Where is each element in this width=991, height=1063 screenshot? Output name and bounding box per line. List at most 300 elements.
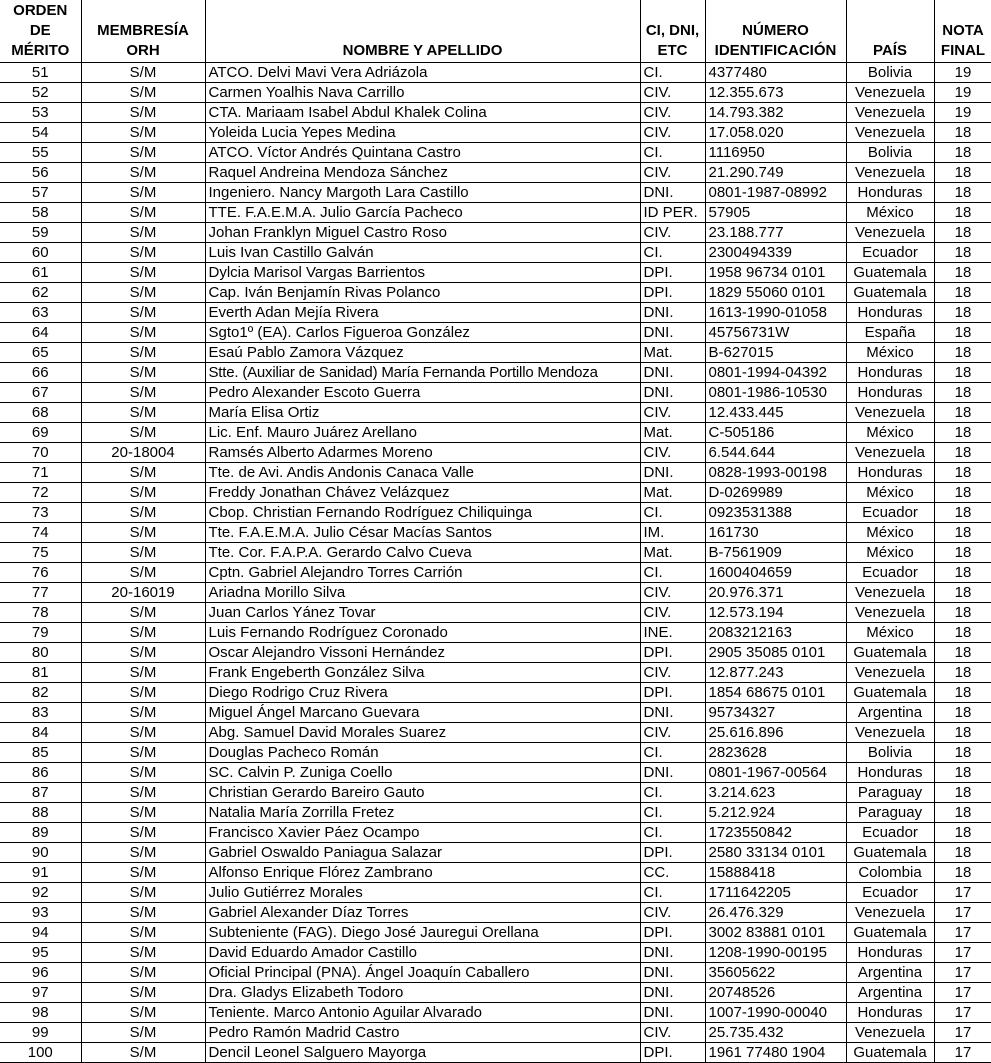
cell-membresia-orh: S/M	[81, 943, 205, 963]
cell-tipo-documento: Mat.	[640, 343, 705, 363]
cell-nota-final: 18	[934, 703, 991, 723]
header-numero-line-2: IDENTIFICACIÓN	[714, 42, 837, 59]
cell-nombre-apellido: Everth Adan Mejía Rivera	[205, 303, 640, 323]
cell-membresia-orh: S/M	[81, 863, 205, 883]
header-pais: PAÍS	[846, 0, 934, 63]
header-orden-line-1: ORDEN	[13, 2, 68, 19]
header-nota-line-1: NOTA	[942, 22, 984, 39]
cell-pais: Venezuela	[846, 443, 934, 463]
table-row	[0, 1003, 991, 1023]
cell-tipo-documento: CI.	[640, 783, 705, 803]
table-row	[0, 363, 991, 383]
header-orden-line-3: MÉRITO	[11, 42, 70, 59]
header-doc-line-1: CI, DNI,	[645, 22, 700, 39]
cell-membresia-orh: S/M	[81, 103, 205, 123]
cell-nota-final: 18	[934, 143, 991, 163]
cell-pais: México	[846, 543, 934, 563]
cell-numero-identificacion: 95734327	[705, 703, 846, 723]
cell-orden-merito: 66	[0, 363, 81, 383]
cell-tipo-documento: CIV.	[640, 223, 705, 243]
table-row	[0, 703, 991, 723]
cell-tipo-documento: CIV.	[640, 443, 705, 463]
table-row	[0, 923, 991, 943]
cell-tipo-documento: CI.	[640, 803, 705, 823]
cell-nota-final: 17	[934, 963, 991, 983]
cell-nombre-apellido: ATCO. Víctor Andrés Quintana Castro	[205, 143, 640, 163]
cell-membresia-orh: S/M	[81, 623, 205, 643]
table-header	[0, 0, 991, 63]
cell-pais: México	[846, 523, 934, 543]
cell-nombre-apellido: SC. Calvin P. Zuniga Coello	[205, 763, 640, 783]
cell-numero-identificacion: 35605622	[705, 963, 846, 983]
cell-pais: México	[846, 423, 934, 443]
cell-numero-identificacion: 3.214.623	[705, 783, 846, 803]
cell-pais: Venezuela	[846, 1023, 934, 1043]
cell-nota-final: 19	[934, 63, 991, 83]
cell-membresia-orh: S/M	[81, 223, 205, 243]
cell-orden-merito: 98	[0, 1003, 81, 1023]
cell-membresia-orh: S/M	[81, 63, 205, 83]
cell-pais: Venezuela	[846, 723, 934, 743]
cell-orden-merito: 100	[0, 1043, 81, 1063]
table-row	[0, 123, 991, 143]
cell-nota-final: 18	[934, 563, 991, 583]
cell-pais: Honduras	[846, 1003, 934, 1023]
cell-nota-final: 17	[934, 943, 991, 963]
table-row	[0, 103, 991, 123]
cell-nota-final: 18	[934, 683, 991, 703]
cell-pais: Colombia	[846, 863, 934, 883]
table-row	[0, 383, 991, 403]
table-row	[0, 583, 991, 603]
cell-nota-final: 19	[934, 103, 991, 123]
cell-numero-identificacion: 3002 83881 0101	[705, 923, 846, 943]
cell-pais: Argentina	[846, 703, 934, 723]
header-orden-line-2: DE	[29, 22, 51, 39]
cell-numero-identificacion: 1007-1990-00040	[705, 1003, 846, 1023]
cell-nombre-apellido: Oficial Principal (PNA). Ángel Joaquín Caballero	[205, 963, 640, 983]
cell-pais: México	[846, 483, 934, 503]
cell-nota-final: 18	[934, 783, 991, 803]
cell-nombre-apellido: Sgto1º (EA). Carlos Figueroa González	[205, 323, 640, 343]
cell-pais: Honduras	[846, 363, 934, 383]
table-row	[0, 203, 991, 223]
cell-nombre-apellido: Subteniente (FAG). Diego José Jauregui Orellana	[205, 923, 640, 943]
cell-orden-merito: 57	[0, 183, 81, 203]
cell-pais: Ecuador	[846, 563, 934, 583]
cell-membresia-orh: S/M	[81, 1023, 205, 1043]
cell-numero-identificacion: 1600404659	[705, 563, 846, 583]
cell-numero-identificacion: D-0269989	[705, 483, 846, 503]
cell-nota-final: 18	[934, 623, 991, 643]
cell-numero-identificacion: 2580 33134 0101	[705, 843, 846, 863]
cell-tipo-documento: DPI.	[640, 263, 705, 283]
table-row	[0, 303, 991, 323]
cell-pais: Venezuela	[846, 123, 934, 143]
cell-orden-merito: 51	[0, 63, 81, 83]
cell-pais: Ecuador	[846, 823, 934, 843]
cell-orden-merito: 59	[0, 223, 81, 243]
cell-nombre-apellido: Yoleida Lucia Yepes Medina	[205, 123, 640, 143]
cell-numero-identificacion: 2300494339	[705, 243, 846, 263]
cell-membresia-orh: S/M	[81, 823, 205, 843]
cell-pais: Argentina	[846, 983, 934, 1003]
cell-nombre-apellido: Alfonso Enrique Flórez Zambrano	[205, 863, 640, 883]
cell-membresia-orh: S/M	[81, 123, 205, 143]
cell-orden-merito: 84	[0, 723, 81, 743]
cell-nota-final: 18	[934, 223, 991, 243]
cell-tipo-documento: DNI.	[640, 943, 705, 963]
cell-pais: Honduras	[846, 463, 934, 483]
cell-orden-merito: 74	[0, 523, 81, 543]
cell-numero-identificacion: 0923531388	[705, 503, 846, 523]
cell-numero-identificacion: 6.544.644	[705, 443, 846, 463]
header-membresia-line-1: MEMBRESÍA	[97, 22, 189, 39]
cell-membresia-orh: S/M	[81, 263, 205, 283]
cell-pais: Venezuela	[846, 83, 934, 103]
table-row	[0, 623, 991, 643]
cell-tipo-documento: Mat.	[640, 543, 705, 563]
cell-orden-merito: 83	[0, 703, 81, 723]
cell-tipo-documento: CIV.	[640, 1023, 705, 1043]
cell-nombre-apellido: Ariadna Morillo Silva	[205, 583, 640, 603]
table-row	[0, 943, 991, 963]
cell-orden-merito: 69	[0, 423, 81, 443]
cell-nota-final: 17	[934, 923, 991, 943]
cell-pais: Ecuador	[846, 503, 934, 523]
cell-tipo-documento: CIV.	[640, 583, 705, 603]
cell-nombre-apellido: Teniente. Marco Antonio Aguilar Alvarado	[205, 1003, 640, 1023]
cell-pais: Paraguay	[846, 803, 934, 823]
cell-tipo-documento: CI.	[640, 143, 705, 163]
cell-tipo-documento: CI.	[640, 503, 705, 523]
table-row	[0, 423, 991, 443]
cell-nombre-apellido: Oscar Alejandro Vissoni Hernández	[205, 643, 640, 663]
cell-nombre-apellido: CTA. Mariaam Isabel Abdul Khalek Colina	[205, 103, 640, 123]
cell-tipo-documento: DPI.	[640, 643, 705, 663]
cell-numero-identificacion: 1961 77480 1904	[705, 1043, 846, 1063]
cell-tipo-documento: CIV.	[640, 163, 705, 183]
cell-orden-merito: 52	[0, 83, 81, 103]
cell-tipo-documento: DPI.	[640, 283, 705, 303]
table-row	[0, 763, 991, 783]
cell-nombre-apellido: Pedro Alexander Escoto Guerra	[205, 383, 640, 403]
cell-membresia-orh: S/M	[81, 1003, 205, 1023]
cell-pais: Venezuela	[846, 583, 934, 603]
table-row	[0, 783, 991, 803]
cell-numero-identificacion: 4377480	[705, 63, 846, 83]
cell-orden-merito: 72	[0, 483, 81, 503]
cell-orden-merito: 86	[0, 763, 81, 783]
cell-numero-identificacion: 12.877.243	[705, 663, 846, 683]
cell-nota-final: 18	[934, 343, 991, 363]
cell-orden-merito: 53	[0, 103, 81, 123]
cell-numero-identificacion: 2823628	[705, 743, 846, 763]
cell-numero-identificacion: 12.573.194	[705, 603, 846, 623]
cell-nombre-apellido: Johan Franklyn Miguel Castro Roso	[205, 223, 640, 243]
cell-orden-merito: 80	[0, 643, 81, 663]
cell-numero-identificacion: 25.735.432	[705, 1023, 846, 1043]
cell-membresia-orh: S/M	[81, 763, 205, 783]
cell-numero-identificacion: B-627015	[705, 343, 846, 363]
table-row	[0, 163, 991, 183]
cell-membresia-orh: S/M	[81, 783, 205, 803]
table-row	[0, 283, 991, 303]
cell-nota-final: 18	[934, 303, 991, 323]
cell-nota-final: 18	[934, 863, 991, 883]
cell-nota-final: 18	[934, 383, 991, 403]
table-body	[0, 63, 991, 1063]
cell-membresia-orh: S/M	[81, 323, 205, 343]
cell-numero-identificacion: 45756731W	[705, 323, 846, 343]
cell-nota-final: 18	[934, 203, 991, 223]
cell-numero-identificacion: 12.355.673	[705, 83, 846, 103]
cell-nombre-apellido: Raquel Andreina Mendoza Sánchez	[205, 163, 640, 183]
cell-numero-identificacion: 14.793.382	[705, 103, 846, 123]
table-row	[0, 903, 991, 923]
cell-pais: Guatemala	[846, 283, 934, 303]
cell-nombre-apellido: Francisco Xavier Páez Ocampo	[205, 823, 640, 843]
cell-membresia-orh: S/M	[81, 703, 205, 723]
header-nota-line-2: FINAL	[940, 42, 986, 59]
cell-pais: México	[846, 343, 934, 363]
cell-membresia-orh: S/M	[81, 463, 205, 483]
header-numero-line-1: NÚMERO	[742, 22, 809, 39]
table-row	[0, 663, 991, 683]
cell-orden-merito: 89	[0, 823, 81, 843]
cell-pais: Venezuela	[846, 223, 934, 243]
cell-orden-merito: 77	[0, 583, 81, 603]
header-numero-identificacion	[705, 0, 846, 63]
cell-nombre-apellido: ATCO. Delvi Mavi Vera Adriázola	[205, 63, 640, 83]
cell-nombre-apellido: Dencil Leonel Salguero Mayorga	[205, 1043, 640, 1063]
cell-tipo-documento: Mat.	[640, 483, 705, 503]
cell-numero-identificacion: 0801-1986-10530	[705, 383, 846, 403]
cell-pais: Venezuela	[846, 603, 934, 623]
cell-tipo-documento: DNI.	[640, 1003, 705, 1023]
cell-tipo-documento: CI.	[640, 823, 705, 843]
cell-pais: Honduras	[846, 183, 934, 203]
cell-orden-merito: 88	[0, 803, 81, 823]
cell-membresia-orh: S/M	[81, 203, 205, 223]
table-row	[0, 983, 991, 1003]
cell-nombre-apellido: Tte. Cor. F.A.P.A. Gerardo Calvo Cueva	[205, 543, 640, 563]
table-row	[0, 643, 991, 663]
table-row	[0, 683, 991, 703]
table-row	[0, 803, 991, 823]
cell-orden-merito: 93	[0, 903, 81, 923]
cell-nombre-apellido: María Elisa Ortiz	[205, 403, 640, 423]
cell-membresia-orh: S/M	[81, 303, 205, 323]
cell-numero-identificacion: 1116950	[705, 143, 846, 163]
cell-pais: Venezuela	[846, 663, 934, 683]
cell-nombre-apellido: Pedro Ramón Madrid Castro	[205, 1023, 640, 1043]
cell-numero-identificacion: 20.976.371	[705, 583, 846, 603]
cell-pais: Venezuela	[846, 903, 934, 923]
cell-tipo-documento: DNI.	[640, 363, 705, 383]
cell-membresia-orh: S/M	[81, 743, 205, 763]
cell-membresia-orh: S/M	[81, 423, 205, 443]
cell-tipo-documento: DNI.	[640, 303, 705, 323]
cell-nombre-apellido: Cbop. Christian Fernando Rodríguez Chiliquinga	[205, 503, 640, 523]
cell-tipo-documento: DNI.	[640, 983, 705, 1003]
cell-nota-final: 18	[934, 823, 991, 843]
table-row	[0, 263, 991, 283]
cell-nombre-apellido: Cptn. Gabriel Alejandro Torres Carrión	[205, 563, 640, 583]
cell-nota-final: 18	[934, 763, 991, 783]
cell-nota-final: 18	[934, 323, 991, 343]
table-row	[0, 63, 991, 83]
cell-nota-final: 18	[934, 403, 991, 423]
cell-membresia-orh: S/M	[81, 843, 205, 863]
table-row	[0, 843, 991, 863]
header-nombre-apellido: NOMBRE Y APELLIDO	[205, 0, 640, 63]
header-row	[0, 0, 991, 63]
cell-pais: México	[846, 623, 934, 643]
cell-nota-final: 18	[934, 483, 991, 503]
cell-numero-identificacion: 23.188.777	[705, 223, 846, 243]
cell-tipo-documento: CIV.	[640, 123, 705, 143]
cell-membresia-orh: S/M	[81, 83, 205, 103]
cell-pais: España	[846, 323, 934, 343]
cell-tipo-documento: CI.	[640, 63, 705, 83]
cell-membresia-orh: S/M	[81, 523, 205, 543]
cell-nota-final: 17	[934, 1043, 991, 1063]
cell-nombre-apellido: Miguel Ángel Marcano Guevara	[205, 703, 640, 723]
cell-orden-merito: 85	[0, 743, 81, 763]
cell-orden-merito: 78	[0, 603, 81, 623]
cell-nota-final: 19	[934, 83, 991, 103]
cell-numero-identificacion: 1711642205	[705, 883, 846, 903]
cell-nota-final: 18	[934, 463, 991, 483]
table-row	[0, 183, 991, 203]
cell-nombre-apellido: Luis Fernando Rodríguez Coronado	[205, 623, 640, 643]
cell-nota-final: 18	[934, 363, 991, 383]
cell-pais: Ecuador	[846, 243, 934, 263]
cell-orden-merito: 68	[0, 403, 81, 423]
cell-nombre-apellido: Julio Gutiérrez Morales	[205, 883, 640, 903]
cell-numero-identificacion: 20748526	[705, 983, 846, 1003]
cell-numero-identificacion: 1854 68675 0101	[705, 683, 846, 703]
cell-membresia-orh: S/M	[81, 183, 205, 203]
cell-tipo-documento: CIV.	[640, 403, 705, 423]
cell-membresia-orh: S/M	[81, 923, 205, 943]
cell-tipo-documento: DPI.	[640, 1043, 705, 1063]
table-row	[0, 323, 991, 343]
cell-orden-merito: 75	[0, 543, 81, 563]
cell-nombre-apellido: TTE. F.A.E.M.A. Julio García Pacheco	[205, 203, 640, 223]
cell-nota-final: 17	[934, 903, 991, 923]
cell-nombre-apellido: Stte. (Auxiliar de Sanidad) María Fernanda Portillo Mendoza	[205, 363, 640, 383]
cell-numero-identificacion: 1958 96734 0101	[705, 263, 846, 283]
table-row	[0, 743, 991, 763]
cell-pais: Honduras	[846, 943, 934, 963]
table-row	[0, 243, 991, 263]
cell-orden-merito: 96	[0, 963, 81, 983]
cell-nombre-apellido: Dra. Gladys Elizabeth Todoro	[205, 983, 640, 1003]
cell-orden-merito: 91	[0, 863, 81, 883]
table-row	[0, 463, 991, 483]
cell-pais: Honduras	[846, 383, 934, 403]
cell-nota-final: 18	[934, 543, 991, 563]
cell-nombre-apellido: Gabriel Oswaldo Paniagua Salazar	[205, 843, 640, 863]
cell-nota-final: 17	[934, 883, 991, 903]
cell-nota-final: 18	[934, 723, 991, 743]
cell-membresia-orh: S/M	[81, 243, 205, 263]
cell-numero-identificacion: 0801-1987-08992	[705, 183, 846, 203]
cell-orden-merito: 97	[0, 983, 81, 1003]
cell-orden-merito: 70	[0, 443, 81, 463]
cell-numero-identificacion: 26.476.329	[705, 903, 846, 923]
cell-orden-merito: 71	[0, 463, 81, 483]
cell-orden-merito: 99	[0, 1023, 81, 1043]
cell-nombre-apellido: Ramsés Alberto Adarmes Moreno	[205, 443, 640, 463]
cell-nombre-apellido: Juan Carlos Yánez Tovar	[205, 603, 640, 623]
header-nota-final	[934, 0, 991, 63]
cell-numero-identificacion: 1829 55060 0101	[705, 283, 846, 303]
cell-numero-identificacion: 161730	[705, 523, 846, 543]
cell-pais: Guatemala	[846, 643, 934, 663]
cell-tipo-documento: CI.	[640, 563, 705, 583]
cell-nombre-apellido: Lic. Enf. Mauro Juárez Arellano	[205, 423, 640, 443]
cell-orden-merito: 94	[0, 923, 81, 943]
cell-pais: Venezuela	[846, 103, 934, 123]
table-row	[0, 143, 991, 163]
cell-nombre-apellido: Douglas Pacheco Román	[205, 743, 640, 763]
cell-nombre-apellido: Frank Engeberth González Silva	[205, 663, 640, 683]
cell-numero-identificacion: 0828-1993-00198	[705, 463, 846, 483]
cell-orden-merito: 79	[0, 623, 81, 643]
cell-orden-merito: 54	[0, 123, 81, 143]
cell-nombre-apellido: Tte. F.A.E.M.A. Julio César Macías Santos	[205, 523, 640, 543]
cell-nombre-apellido: Cap. Iván Benjamín Rivas Polanco	[205, 283, 640, 303]
cell-tipo-documento: DPI.	[640, 923, 705, 943]
cell-orden-merito: 81	[0, 663, 81, 683]
cell-orden-merito: 90	[0, 843, 81, 863]
cell-membresia-orh: S/M	[81, 643, 205, 663]
cell-tipo-documento: ID PER.	[640, 203, 705, 223]
cell-nombre-apellido: Tte. de Avi. Andis Andonis Canaca Valle	[205, 463, 640, 483]
cell-numero-identificacion: 0801-1967-00564	[705, 763, 846, 783]
cell-nota-final: 18	[934, 603, 991, 623]
cell-orden-merito: 95	[0, 943, 81, 963]
cell-orden-merito: 61	[0, 263, 81, 283]
cell-orden-merito: 55	[0, 143, 81, 163]
cell-tipo-documento: DNI.	[640, 963, 705, 983]
header-membresia-line-2: ORH	[126, 42, 160, 59]
cell-membresia-orh: S/M	[81, 543, 205, 563]
cell-nota-final: 18	[934, 503, 991, 523]
cell-nota-final: 17	[934, 1003, 991, 1023]
cell-tipo-documento: CI.	[640, 883, 705, 903]
cell-nota-final: 17	[934, 1023, 991, 1043]
table-row	[0, 343, 991, 363]
cell-numero-identificacion: 17.058.020	[705, 123, 846, 143]
header-membresia-orh	[81, 0, 205, 63]
cell-membresia-orh: S/M	[81, 483, 205, 503]
cell-orden-merito: 62	[0, 283, 81, 303]
table-row	[0, 823, 991, 843]
cell-membresia-orh: S/M	[81, 663, 205, 683]
cell-tipo-documento: DNI.	[640, 323, 705, 343]
cell-nombre-apellido: David Eduardo Amador Castillo	[205, 943, 640, 963]
cell-membresia-orh: S/M	[81, 363, 205, 383]
cell-nota-final: 18	[934, 443, 991, 463]
cell-membresia-orh: S/M	[81, 1043, 205, 1063]
cell-numero-identificacion: 2083212163	[705, 623, 846, 643]
cell-membresia-orh: S/M	[81, 383, 205, 403]
cell-membresia-orh: S/M	[81, 883, 205, 903]
